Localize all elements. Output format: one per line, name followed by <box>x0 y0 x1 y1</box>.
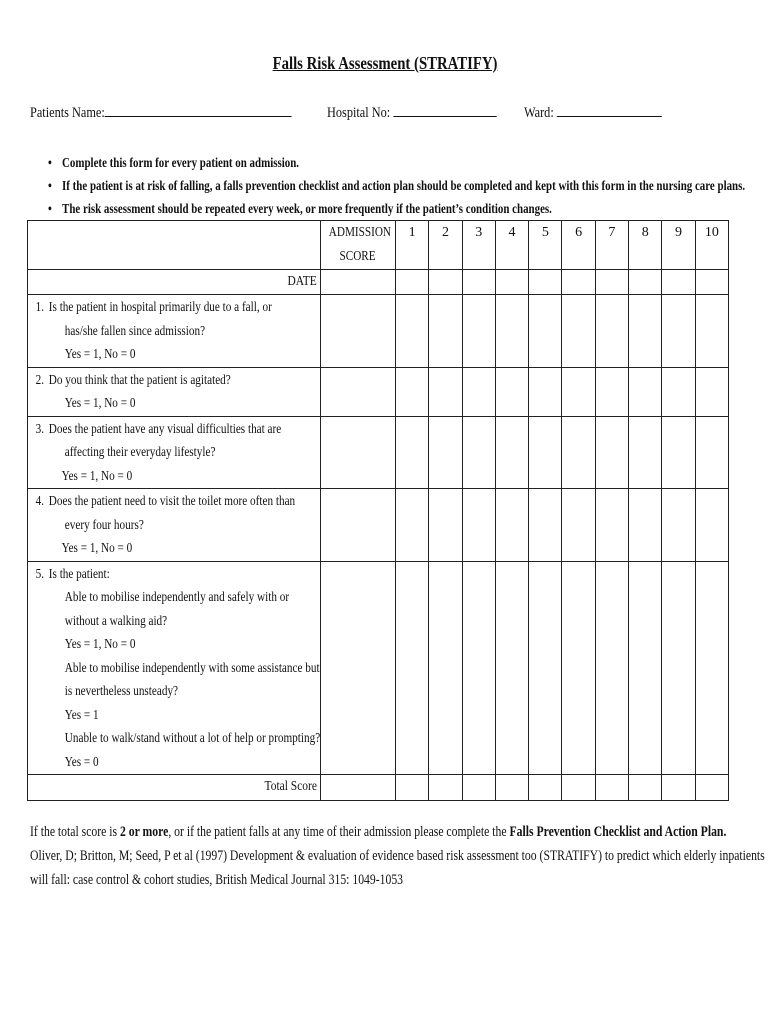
score-cell[interactable] <box>396 416 429 489</box>
score-cell[interactable] <box>629 295 662 368</box>
score-cell[interactable] <box>662 416 695 489</box>
score-cell[interactable] <box>695 775 728 801</box>
week-9-header: 9 <box>662 221 695 270</box>
week-3-header: 3 <box>462 221 495 270</box>
score-cell[interactable] <box>695 270 728 295</box>
score-cell[interactable] <box>396 775 429 801</box>
instruction-item: • Complete this form for every patient on admission. <box>48 156 300 171</box>
score-cell[interactable] <box>429 775 462 801</box>
score-cell[interactable] <box>562 367 595 416</box>
score-cell[interactable] <box>529 561 562 775</box>
week-4-header: 4 <box>495 221 528 270</box>
score-cell[interactable] <box>462 775 495 801</box>
score-cell[interactable] <box>396 561 429 775</box>
week-8-header: 8 <box>629 221 662 270</box>
week-10-header: 10 <box>695 221 728 270</box>
score-cell[interactable] <box>595 270 628 295</box>
score-cell[interactable] <box>495 270 528 295</box>
instruction-item: • The risk assessment should be repeated every week, or more frequently if the patient’s condition changes. <box>48 202 552 217</box>
score-cell[interactable] <box>495 295 528 368</box>
score-cell[interactable] <box>629 775 662 801</box>
score-cell[interactable] <box>429 295 462 368</box>
hospital-no-blank[interactable] <box>393 104 496 117</box>
score-cell[interactable] <box>529 367 562 416</box>
score-cell[interactable] <box>462 416 495 489</box>
total-score-label: Total Score <box>28 775 321 801</box>
score-cell[interactable] <box>396 295 429 368</box>
score-cell[interactable] <box>529 489 562 562</box>
question-1-text: 1. Is the patient in hospital primarily due to a fall, or has/she fallen since admission? Yes = 1, No = 0 <box>28 295 321 368</box>
admission-score-header: ADMISSION SCORE <box>321 221 396 270</box>
score-cell[interactable] <box>662 489 695 562</box>
score-cell[interactable] <box>562 775 595 801</box>
score-cell[interactable] <box>321 416 396 489</box>
score-cell[interactable] <box>562 270 595 295</box>
score-cell[interactable] <box>662 295 695 368</box>
score-cell[interactable] <box>429 489 462 562</box>
instructions-list <box>48 152 770 221</box>
score-cell[interactable] <box>595 561 628 775</box>
hospital-no-label: Hospital No: <box>327 105 391 121</box>
question-5-text: 5. Is the patient: Able to mobilise independently and safely with or without a walking aid? Yes = 1, No = 0 Able to mobilise independently with some assistance but is nevertheless unsteady? Yes = 1 Unable to walk/stand without a lot of help or prompting? Yes = 0 <box>28 561 321 775</box>
ward-blank[interactable] <box>557 104 662 117</box>
score-cell[interactable] <box>562 416 595 489</box>
score-cell[interactable] <box>462 489 495 562</box>
score-cell[interactable] <box>562 295 595 368</box>
score-cell[interactable] <box>662 561 695 775</box>
score-cell[interactable] <box>529 295 562 368</box>
question-row-2 <box>28 367 729 416</box>
score-cell[interactable] <box>462 561 495 775</box>
question-row-3 <box>28 416 729 489</box>
score-cell[interactable] <box>429 367 462 416</box>
week-7-header: 7 <box>595 221 628 270</box>
week-1-header: 1 <box>396 221 429 270</box>
ward-field <box>524 104 662 122</box>
score-cell[interactable] <box>629 561 662 775</box>
score-cell[interactable] <box>595 775 628 801</box>
question-row-5 <box>28 561 729 775</box>
score-cell[interactable] <box>695 367 728 416</box>
ward-label: Ward: <box>524 105 554 121</box>
score-cell[interactable] <box>562 561 595 775</box>
score-cell[interactable] <box>595 416 628 489</box>
score-cell[interactable] <box>429 270 462 295</box>
score-cell[interactable] <box>495 416 528 489</box>
total-score-row <box>28 775 729 801</box>
form-title: Falls Risk Assessment (STRATIFY) <box>272 53 498 73</box>
score-cell[interactable] <box>495 561 528 775</box>
score-cell[interactable] <box>429 561 462 775</box>
score-cell[interactable] <box>396 489 429 562</box>
score-cell[interactable] <box>462 295 495 368</box>
score-cell[interactable] <box>529 416 562 489</box>
score-cell[interactable] <box>462 367 495 416</box>
score-cell[interactable] <box>695 489 728 562</box>
hospital-no-field <box>327 104 497 122</box>
footer-instruction: If the total score is 2 or more, or if the patient falls at any time of their admission please complete the Falls Prevention Checklist and Action Plan. <box>30 824 727 840</box>
score-cell[interactable] <box>321 561 396 775</box>
score-cell[interactable] <box>662 270 695 295</box>
score-cell[interactable] <box>321 295 396 368</box>
assessment-table <box>27 220 729 801</box>
score-cell[interactable] <box>321 775 396 801</box>
week-6-header: 6 <box>562 221 595 270</box>
score-cell[interactable] <box>662 367 695 416</box>
score-cell[interactable] <box>396 367 429 416</box>
score-cell[interactable] <box>595 367 628 416</box>
date-label: DATE <box>28 270 321 295</box>
score-cell[interactable] <box>321 270 396 295</box>
question-2-text: 2. Do you think that the patient is agitated? Yes = 1, No = 0 <box>28 367 321 416</box>
score-cell[interactable] <box>396 270 429 295</box>
score-cell[interactable] <box>629 416 662 489</box>
question-row-1 <box>28 295 729 368</box>
patients-name-blank[interactable] <box>105 104 292 117</box>
date-row <box>28 270 729 295</box>
score-cell[interactable] <box>429 416 462 489</box>
score-cell[interactable] <box>695 295 728 368</box>
question-row-4 <box>28 489 729 562</box>
score-cell[interactable] <box>695 561 728 775</box>
score-cell[interactable] <box>695 416 728 489</box>
score-cell[interactable] <box>321 489 396 562</box>
score-cell[interactable] <box>321 367 396 416</box>
instruction-item: • If the patient is at risk of falling, a falls prevention checklist and action plan should be completed and kept with this form in the nursing care plans. <box>48 179 746 194</box>
question-4-text: 4. Does the patient need to visit the toilet more often than every four hours? Yes = 1, No = 0 <box>28 489 321 562</box>
footer-notes <box>30 820 765 892</box>
score-cell[interactable] <box>462 270 495 295</box>
score-cell[interactable] <box>495 367 528 416</box>
table-header-row <box>28 221 729 270</box>
patients-name-field <box>30 104 292 122</box>
score-cell[interactable] <box>629 489 662 562</box>
score-cell[interactable] <box>595 489 628 562</box>
score-cell[interactable] <box>529 775 562 801</box>
week-5-header: 5 <box>529 221 562 270</box>
score-cell[interactable] <box>629 270 662 295</box>
question-3-text: 3. Does the patient have any visual difficulties that are affecting their everyday lifestyle? Yes = 1, No = 0 <box>28 416 321 489</box>
footer-reference-line-1: Oliver, D; Britton, M; Seed, P et al (1997) Development & evaluation of evidence based risk assessment too (STRATIFY) to predict which elderly inpatients <box>30 848 765 864</box>
score-cell[interactable] <box>562 489 595 562</box>
score-cell[interactable] <box>595 295 628 368</box>
footer-reference-line-2: will fall: case control & cohort studies, British Medical Journal 315: 1049-1053 <box>30 872 404 888</box>
patients-name-label: Patients Name: <box>30 105 105 121</box>
week-2-header: 2 <box>429 221 462 270</box>
blank-header-cell <box>28 221 321 270</box>
score-cell[interactable] <box>495 489 528 562</box>
score-cell[interactable] <box>662 775 695 801</box>
score-cell[interactable] <box>495 775 528 801</box>
score-cell[interactable] <box>629 367 662 416</box>
score-cell[interactable] <box>529 270 562 295</box>
